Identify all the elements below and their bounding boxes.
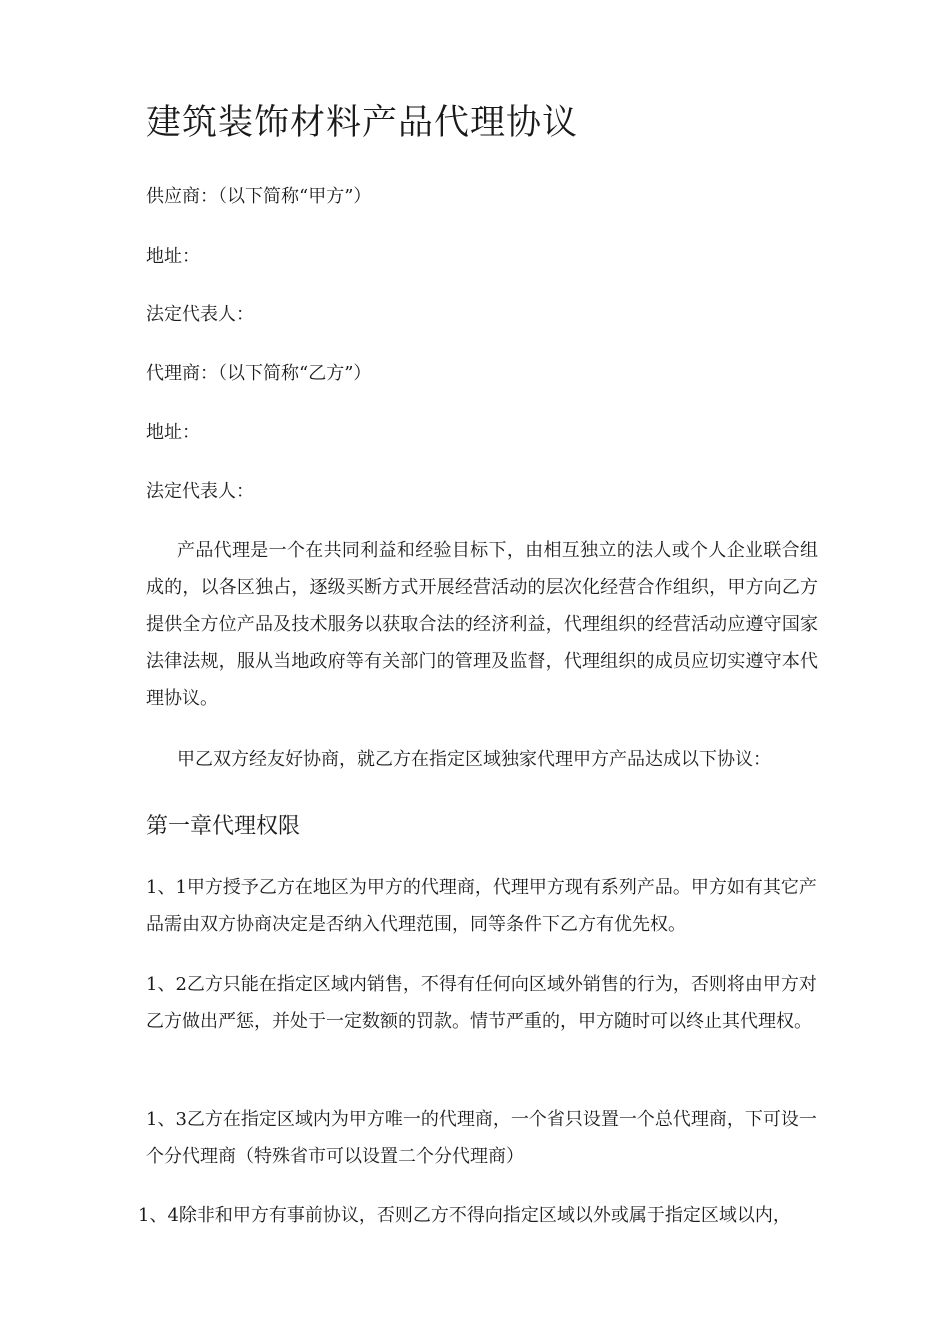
clause-1-3: 1、3乙方在指定区域内为甲方唯一的代理商，一个省只设置一个总代理商，下可设一个分代理商（特殊省市可以设置二个分代理商） xyxy=(146,1109,817,1167)
clause-1-1: 1、1甲方授予乙方在地区为甲方的代理商，代理甲方现有系列产品。甲方如有其它产品需由双方协商决定是否纳入代理范围，同等条件下乙方有优先权。 xyxy=(146,877,817,935)
document-title: 建筑装饰材料产品代理协议 xyxy=(146,103,579,143)
supplier-address-line: 地址： xyxy=(146,246,200,267)
agent-line: 代理商：（以下简称“乙方”） xyxy=(146,363,372,384)
supplier-representative-line: 法定代表人： xyxy=(146,304,254,325)
supplier-line: 供应商：（以下简称“甲方”） xyxy=(146,186,372,207)
intro-paragraph: 产品代理是一个在共同利益和经验目标下，由相互独立的法人或个人企业联合组成的，以各区独占，逐级买断方式开展经营活动的层次化经营合作组织，甲方向乙方提供全方位产品及技术服务以获取合法的经济利益，代理组织的经营活动应遵守国家法律法规，服从当地政府等有关部门的管理及监督，代理组织的成员应切实遵守本代理协议。 xyxy=(146,540,818,709)
agent-representative-line: 法定代表人： xyxy=(146,481,254,502)
chapter-heading: 第一章代理权限 xyxy=(146,814,301,839)
agreement-paragraph: 甲乙双方经友好协商，就乙方在指定区域独家代理甲方产品达成以下协议： xyxy=(177,749,771,770)
agent-address-line: 地址： xyxy=(146,422,200,443)
clause-1-4: 1、4除非和甲方有事前协议，否则乙方不得向指定区域以外或属于指定区域以内， xyxy=(138,1205,791,1226)
clause-1-2: 1、2乙方只能在指定区域内销售，不得有任何向区域外销售的行为，否则将由甲方对乙方做出严惩，并处于一定数额的罚款。情节严重的，甲方随时可以终止其代理权。 xyxy=(146,974,817,1032)
